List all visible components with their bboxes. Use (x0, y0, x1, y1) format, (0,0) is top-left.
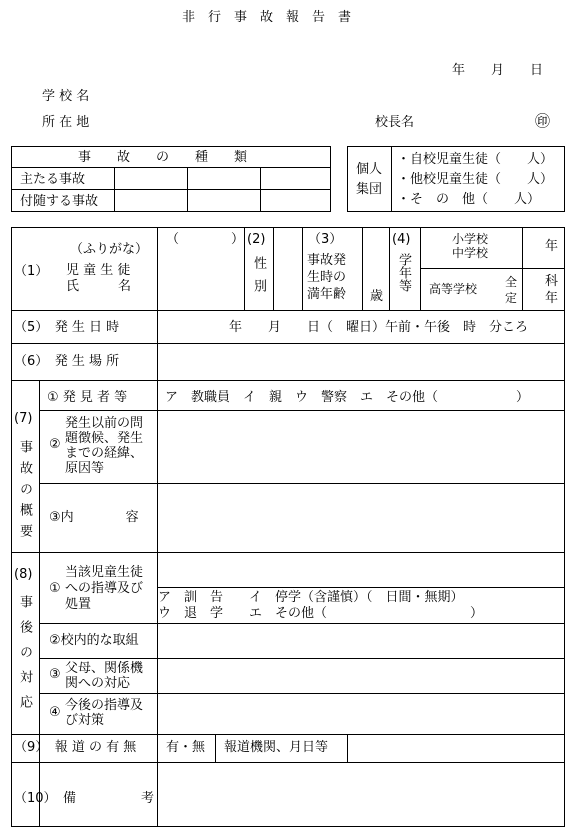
parents-label-1: 父母、関係機 (65, 661, 144, 676)
sub-accident-cell-2[interactable] (188, 190, 259, 211)
future-label-1: 今後の指導及 (65, 698, 144, 713)
individual-label: 個人 (356, 162, 383, 177)
year-unit-2: 年 (545, 291, 559, 306)
parents-field[interactable] (158, 659, 564, 692)
guidance-num: ① (49, 581, 61, 596)
furigana-paren[interactable]: （ ） (166, 232, 245, 247)
prior-label-3: までの経緯、 (65, 446, 144, 461)
occurrence-place-label: （6） 発 生 場 所 (14, 354, 120, 369)
high-school-label: 高等学校 (429, 282, 478, 296)
sex-label: 性別 (251, 256, 266, 302)
prior-field[interactable] (158, 411, 564, 483)
grade-label: 学年等 (396, 253, 411, 292)
other-school-count[interactable]: ・他校児童生徒（ 人） (397, 172, 554, 187)
year-unit-1: 年 (545, 239, 559, 254)
future-field[interactable] (158, 694, 564, 733)
press-label: （9） 報 道 の 有 無 (14, 740, 137, 755)
seal-mark: ㊞ (535, 112, 551, 130)
summary-side-label: 事故の概要 (17, 440, 32, 545)
main-accident-label: 主たる事故 (20, 172, 86, 187)
aftermath-side-label: 事後の対応 (17, 595, 32, 720)
school-efforts-field[interactable] (158, 624, 564, 657)
occurrence-datetime-label: （5） 発 生 日 時 (14, 320, 120, 335)
student-name-label-num: （1） (14, 264, 49, 279)
prior-label-2: 題徴候、発生 (65, 431, 144, 446)
main-accident-cell-3[interactable] (261, 168, 330, 188)
discoverer-options[interactable]: ア 教職員 イ 親 ウ 警察 エ その他（ ） (165, 390, 530, 405)
other-count[interactable]: ・そ の 他（ 人） (397, 192, 541, 207)
future-label-2: び対策 (65, 713, 105, 728)
guidance-label-3: 処置 (65, 597, 92, 612)
student-name-label-2: 氏 名 (66, 279, 132, 294)
press-outlets-label: 報道機関、月日等 (224, 740, 329, 755)
sub-accident-cell-3[interactable] (261, 190, 330, 211)
future-num: ④ (49, 705, 61, 720)
content-label: ③内 容 (49, 510, 139, 525)
address-label: 所 在 地 (42, 115, 90, 130)
elementary-school-label: 小学校 (452, 232, 489, 246)
furigana-label: （ふりがな） (70, 242, 149, 257)
accident-types-heading: 事 故 の 種 類 (78, 150, 248, 165)
group-label: 集団 (356, 182, 383, 197)
grade-num: (4) (392, 232, 411, 247)
sub-accident-cell-1[interactable] (115, 190, 186, 211)
parents-num: ③ (49, 667, 61, 682)
principal-label: 校長名 (375, 115, 415, 130)
discoverer-label: ① 発 見 者 等 (47, 390, 128, 405)
press-yes-no[interactable]: 有・無 (166, 740, 206, 755)
sex-num: (2) (247, 232, 266, 247)
aftermath-num: (8) (14, 567, 33, 582)
age-label-3: 満年齢 (307, 287, 347, 302)
age-label-1: 事故発 (307, 253, 347, 268)
page-title: 非 行 事 故 報 告 書 (182, 10, 352, 25)
parttime-label: 定 (505, 291, 518, 305)
main-accident-cell-2[interactable] (188, 168, 259, 188)
student-name-field[interactable] (158, 250, 243, 309)
age-num: （3） (308, 232, 343, 247)
age-unit: 歳 (370, 289, 384, 304)
student-name-label-1: 児 童 生 徒 (66, 263, 131, 278)
own-school-count[interactable]: ・自校児童生徒（ 人） (397, 152, 554, 167)
press-outlets-field[interactable] (348, 735, 564, 761)
content-field[interactable] (158, 484, 564, 551)
sanction-options-1[interactable]: ア 訓 告 イ 停学（含謹慎）（ 日間・無期） (158, 590, 464, 605)
occurrence-datetime-value[interactable]: 年 月 日（ 曜日）午前・午後 時 分ころ (229, 320, 529, 335)
parents-label-2: 関への対応 (65, 676, 131, 691)
sub-accident-label: 付随する事故 (20, 194, 99, 209)
occurrence-place-field[interactable] (158, 344, 564, 379)
remarks-field[interactable] (158, 763, 564, 825)
junior-high-label: 中学校 (452, 246, 489, 260)
course-unit: 科 (545, 274, 559, 289)
summary-num: (7) (14, 411, 33, 426)
main-accident-cell-1[interactable] (115, 168, 186, 188)
prior-label-4: 原因等 (65, 461, 105, 476)
school-efforts-label: ②校内的な取組 (49, 633, 139, 648)
sanction-options-2[interactable]: ウ 退 学 エ その他（ ） (158, 606, 484, 621)
prior-label-1: 発生以前の問 (65, 416, 144, 431)
guidance-label-1: 当該児童生徒 (65, 565, 144, 580)
guidance-label-2: への指導及び (65, 581, 144, 596)
prior-num: ② (49, 437, 61, 452)
report-date: 年 月 日 (452, 63, 544, 78)
age-label-2: 生時の (307, 270, 347, 285)
guidance-field[interactable] (158, 553, 564, 586)
remarks-label: （10） 備 考 (14, 791, 155, 806)
school-name-label: 学 校 名 (42, 89, 90, 104)
fulltime-label: 全 (505, 275, 518, 289)
sex-field[interactable] (274, 228, 301, 309)
